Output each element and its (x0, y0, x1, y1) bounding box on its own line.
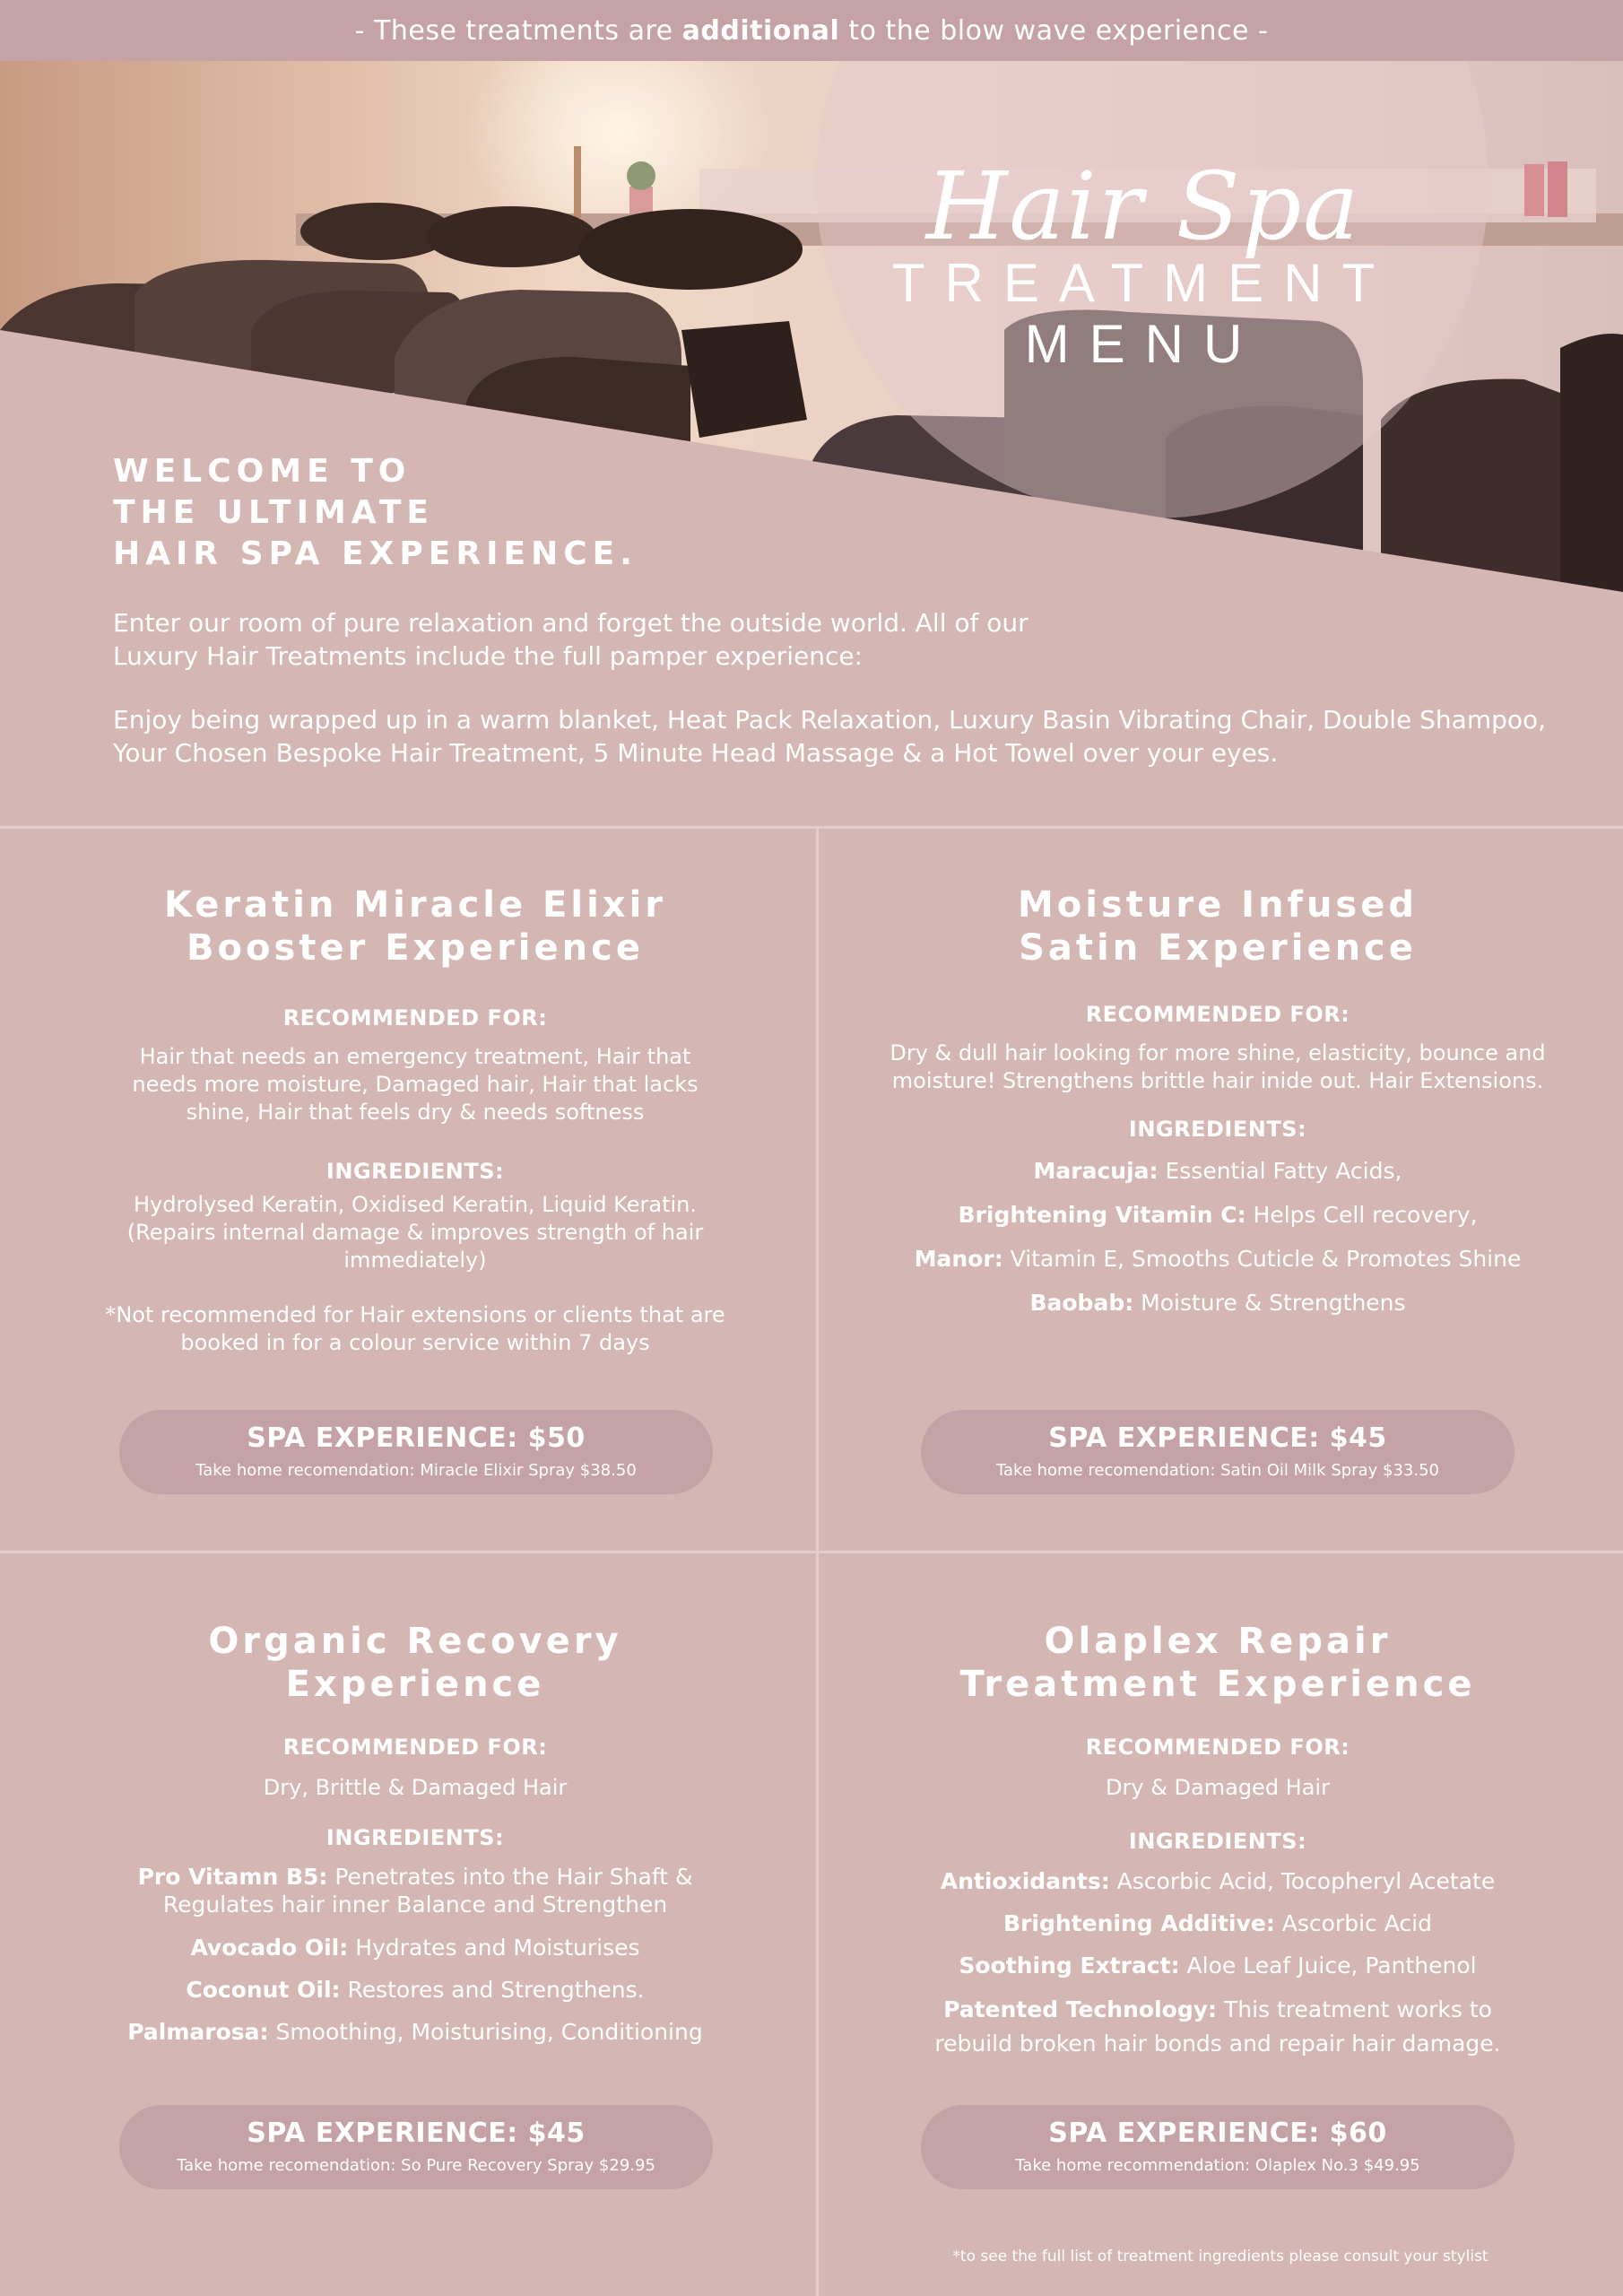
ingredient-item (877, 1244, 1558, 1274)
price-pill-moisture (921, 1410, 1515, 1494)
treatment-title (877, 883, 1558, 970)
divider-top (0, 826, 1623, 829)
ingredient-desc: This treatment works to rebuild broken hair bonds and repair hair damage. (934, 1996, 1501, 2057)
ingredients-label: INGREDIENTS: (1128, 1829, 1307, 1854)
intro-text (113, 606, 1548, 800)
take-home-recommendation: Take home recomendation: Satin Oil Milk Spray $33.50 (996, 1461, 1439, 1480)
ingredient-name: Antioxidants: (940, 1868, 1110, 1894)
title-line-1: Organic Recovery (208, 1621, 622, 1662)
treatment-title (74, 1620, 756, 1706)
banner-prefix: - These treatments are (354, 14, 682, 47)
intro-paragraph-1: Enter our room of pure relaxation and forget the outside world. All of our Luxury Hair Treatments include the full pamper experience: (113, 608, 1028, 671)
ingredient-desc: Smoothing, Moisturising, Conditioning (268, 2019, 703, 2045)
ingredient-name: Palmarosa: (127, 2019, 269, 2045)
ingredient-item (74, 1863, 756, 1918)
hero-treatment-line: TREATMENT (891, 253, 1395, 313)
ingredient-desc: Penetrates into the Hair Shaft & Regulates hair inner Balance and Strengthen (162, 1864, 700, 1918)
spa-price: SPA EXPERIENCE: $50 (247, 1422, 586, 1454)
banner-suffix: to the blow wave experience - (839, 14, 1269, 47)
ingredients-label: INGREDIENTS: (1128, 1117, 1307, 1142)
welcome-line-1: WELCOME TO (113, 453, 412, 490)
ingredient-item (877, 1951, 1558, 1980)
ingredient-item (877, 1866, 1558, 1896)
spa-price: SPA EXPERIENCE: $45 (1048, 1422, 1387, 1454)
ingredient-name: Maracuja: (1033, 1158, 1159, 1184)
recommended-text: Dry, Brittle & Damaged Hair (263, 1775, 568, 1800)
recommended-label: RECOMMENDED FOR: (282, 1735, 548, 1760)
divider-vertical (816, 827, 819, 2296)
price-pill-keratin (119, 1410, 713, 1494)
price-pill-organic (119, 2105, 713, 2189)
welcome-heading (113, 451, 741, 575)
treatment-title (74, 883, 756, 970)
title-line-2: Satin Experience (1019, 927, 1417, 969)
ingredient-item (74, 2017, 756, 2047)
ingredient-name: Coconut Oil: (186, 1977, 341, 2003)
title-line-2: Experience (285, 1664, 545, 1705)
price-pill-olaplex (921, 2105, 1515, 2189)
title-line-2: Booster Experience (187, 927, 644, 969)
ingredient-desc: Essential Fatty Acids, (1158, 1158, 1402, 1184)
ingredient-name: Pro Vitamn B5: (137, 1864, 328, 1890)
welcome-line-3: HAIR SPA EXPERIENCE. (113, 535, 638, 572)
ingredient-desc: Restores and Strengthens. (340, 1977, 645, 2003)
ingredient-item (877, 1200, 1558, 1230)
take-home-recommendation: Take home recommendation: Olaplex No.3 $49.95 (1015, 2156, 1420, 2175)
take-home-recommendation: Take home recomendation: So Pure Recovery Spray $29.95 (177, 2156, 655, 2175)
treatment-title (877, 1620, 1558, 1706)
ingredients-label: INGREDIENTS: (325, 1159, 505, 1184)
ingredient-desc: Helps Cell recovery, (1245, 1202, 1478, 1228)
intro-paragraph-2: Enjoy being wrapped up in a warm blanket, Heat Pack Relaxation, Luxury Basin Vibrating Chair, Double Shampoo, Your Chosen Bespoke Hair Treatment, 5 Minute Head Massage & a Hot Towel over your eyes. (113, 705, 1547, 768)
recommended-label: RECOMMENDED FOR: (1085, 1735, 1350, 1760)
ingredient-item (877, 1909, 1558, 1938)
ingredient-desc: Ascorbic Acid, Tocopheryl Acetate (1109, 1868, 1496, 1894)
ingredient-item (877, 1993, 1558, 2061)
ingredient-name: Manor: (914, 1246, 1003, 1272)
ingredient-name: Patented Technology: (943, 1996, 1218, 2022)
ingredient-desc: Moisture & Strengthens (1133, 1290, 1406, 1316)
divider-middle (0, 1551, 1623, 1553)
ingredients-text: Hydrolysed Keratin, Oxidised Keratin, Liquid Keratin. (Repairs internal damage & improves strength of hair immediately) (126, 1192, 704, 1273)
ingredients-label: INGREDIENTS: (325, 1825, 505, 1850)
recommended-text: Dry & dull hair looking for more shine, elasticity, bounce and moisture! Strengthens brittle hair inide out. Hair Extensions. (890, 1040, 1546, 1093)
banner-bold: additional (681, 14, 840, 47)
recommended-text: Hair that needs an emergency treatment, Hair that needs more moisture, Damaged hair, Hair that lacks shine, Hair that feels dry & needs softness (132, 1044, 699, 1125)
ingredient-name: Brightening Additive: (1003, 1910, 1275, 1936)
keratin-note: *Not recommended for Hair extensions or clients that are booked in for a colour service within 7 days (105, 1302, 725, 1355)
spa-price: SPA EXPERIENCE: $60 (1048, 2118, 1387, 2149)
ingredient-item (74, 1975, 756, 2005)
ingredient-item (877, 1156, 1558, 1186)
hero-title (888, 152, 1399, 375)
recommended-label: RECOMMENDED FOR: (1085, 1002, 1350, 1027)
treatment-moisture (877, 883, 1558, 1318)
title-line-2: Treatment Experience (959, 1664, 1476, 1705)
treatment-keratin (74, 883, 756, 1357)
ingredient-desc: Vitamin E, Smooths Cuticle & Promotes Shine (1002, 1246, 1522, 1272)
treatment-olaplex (877, 1620, 1558, 2061)
take-home-recommendation: Take home recomendation: Miracle Elixir Spray $38.50 (195, 1461, 637, 1480)
recommended-label: RECOMMENDED FOR: (282, 1005, 548, 1031)
title-line-1: Keratin Miracle Elixir (163, 884, 667, 926)
ingredient-desc: Ascorbic Acid (1274, 1910, 1432, 1936)
ingredient-item (74, 1933, 756, 1962)
ingredient-desc: Hydrates and Moisturises (348, 1935, 640, 1961)
recommended-text: Dry & Damaged Hair (1106, 1775, 1330, 1800)
welcome-line-2: THE ULTIMATE (113, 494, 435, 531)
hero-script-title: Hair Spa (925, 152, 1361, 261)
hero-menu-line: MENU (1024, 314, 1263, 374)
ingredient-desc: Aloe Leaf Juice, Panthenol (1179, 1952, 1477, 1979)
ingredient-name: Brightening Vitamin C: (958, 1202, 1246, 1228)
ingredient-item (877, 1288, 1558, 1318)
top-banner (0, 0, 1623, 61)
footnote: *to see the full list of treatment ingredients please consult your stylist (952, 2248, 1488, 2266)
ingredient-name: Soothing Extract: (959, 1952, 1180, 1979)
ingredient-name: Baobab: (1029, 1290, 1134, 1316)
ingredient-name: Avocado Oil: (190, 1935, 349, 1961)
treatment-organic (74, 1620, 756, 2047)
spa-price: SPA EXPERIENCE: $45 (247, 2118, 586, 2149)
title-line-1: Moisture Infused (1018, 884, 1418, 926)
title-line-1: Olaplex Repair (1044, 1621, 1392, 1662)
